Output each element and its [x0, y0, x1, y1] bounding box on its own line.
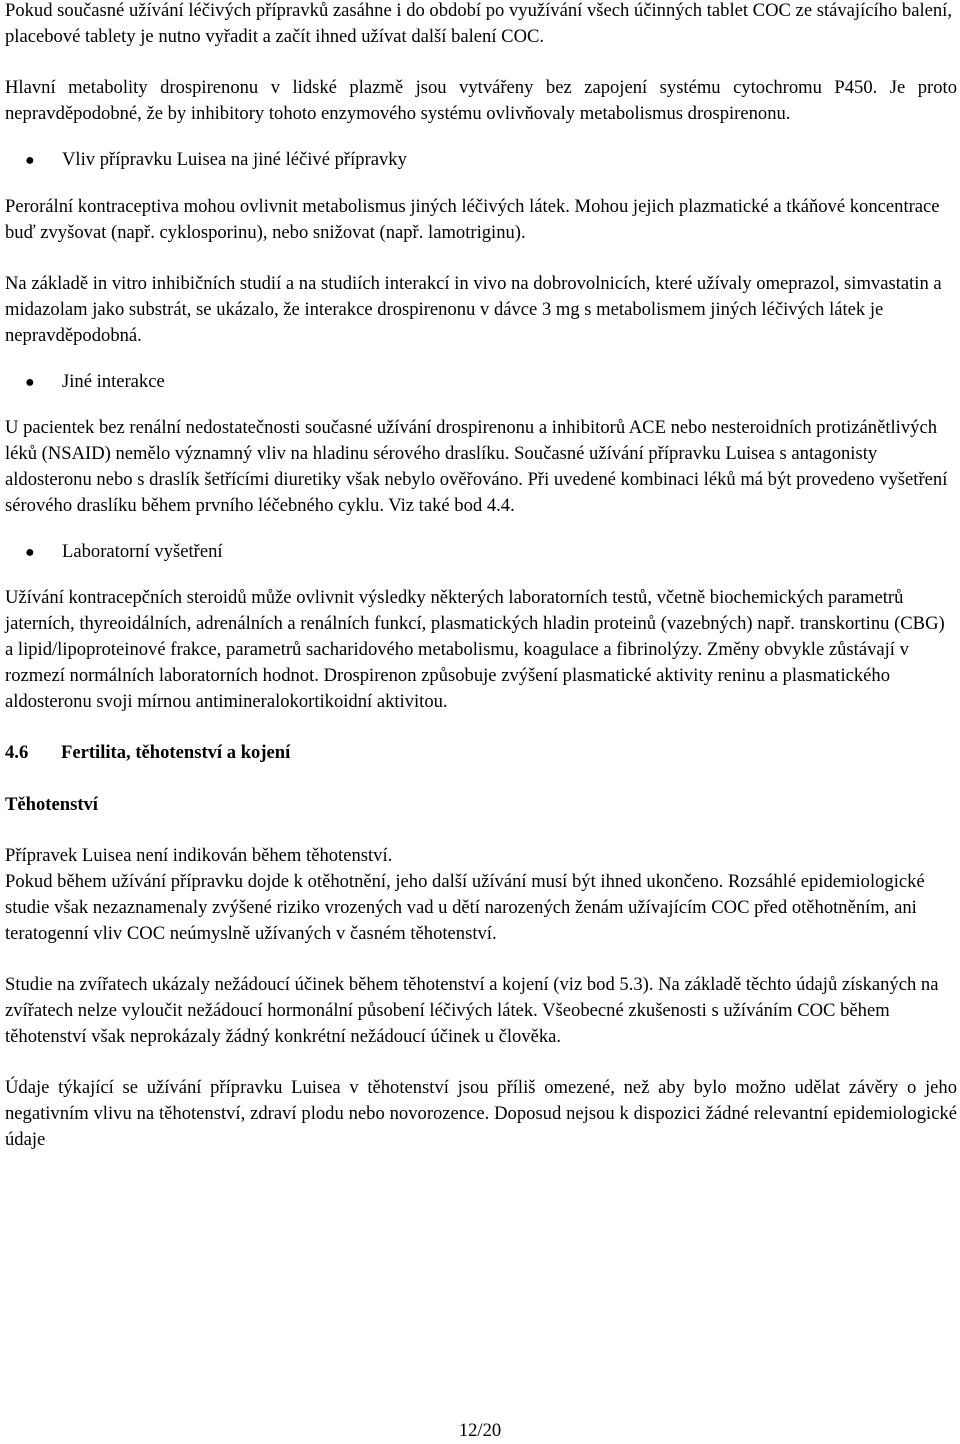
bullet-icon: ●	[25, 151, 35, 169]
paragraph-metabolites: Hlavní metabolity drospirenonu v lidské plazmě jsou vytvářeny bez zapojení systému cytochromu P450. Je proto nepravděpodobné, že by inhibitory tohoto enzymového systému ovlivňovaly metabolismus drospirenonu.	[5, 77, 957, 125]
paragraph-pregnancy-stop: Pokud během užívání přípravku dojde k otěhotnění, jeho další užívání musí být ihned ukončeno. Rozsáhlé epidemiologické studie však nezaznamenaly zvýšené riziko vrozených vad u dětí narozených ženám užívajícím COC před otěhotněním, ani teratogenní vliv COC neúmyslně užívaných v časném těhotenství.	[5, 871, 925, 944]
bullet-item-other-interactions	[5, 369, 957, 396]
paragraph-not-indicated: Přípravek Luisea není indikován během těhotenství.	[5, 845, 393, 867]
bullet-label: Laboratorní vyšetření	[62, 540, 223, 562]
bullet-label: Vliv přípravku Luisea na jiné léčivé přípravky	[62, 148, 407, 170]
bullet-icon: ●	[25, 373, 35, 391]
section-title: Fertilita, těhotenství a kojení	[61, 742, 291, 764]
subheading-pregnancy: Těhotenství	[5, 793, 98, 815]
paragraph-coc-placebo: Pokud současné užívání léčivých přípravků zasáhne i do období po využívání všech účinných tablet COC ze stávajícího balení, placebové tablety je nutno vyřadit a začít ihned užívat další balení COC.	[5, 0, 952, 47]
bullet-label: Jiné interakce	[62, 370, 165, 392]
paragraph-renal: U pacientek bez renální nedostatečnosti současné užívání drospirenonu a inhibitorů ACE nebo nesteroidních protizánětlivých léků (NSAID) nemělo významný vliv na hladinu sérového draslíku. Současné užívání přípravku Luisea s antagonisty aldosteronu nebo s draslík šetřícími diuretiky však nebylo ověřováno. Při uvedené kombinaci léků má být provedeno vyšetření sérového draslíku během prvního léčebného cyklu. Viz také bod 4.4.	[5, 417, 948, 516]
paragraph-animal-studies: Studie na zvířatech ukázaly nežádoucí účinek během těhotenství a kojení (viz bod 5.3). Na základě těchto údajů získaných na zvířatech nelze vyloučit nežádoucí hormonální působení léčivých látek. Všeobecné zkušenosti s užíváním COC během těhotenství však neprokázaly žádný konkrétní nežádoucí účinek u člověka.	[5, 974, 939, 1047]
paragraph-lab-steroids: Užívání kontracepčních steroidů může ovlivnit výsledky některých laboratorních testů, včetně biochemických parametrů jaterních, thyreoidálních, adrenálních a renálních funkcí, plasmatických hladin proteinů (vazebných) např. transkortinu (CBG) a lipid/lipoproteinové frakce, parametrů sacharidového metabolismu, koagulace a fibrinolýzy. Změny obvykle zůstávají v rozmezí normálních laboratorních hodnot. Drospirenon způsobuje zvýšení plasmatické aktivity reninu a plasmatického aldosteronu svoji mírnou antimineralokortikoidní aktivitou.	[5, 587, 945, 712]
section-number: 4.6	[5, 742, 29, 764]
page-number: 12/20	[458, 1420, 502, 1441]
bullet-item-influence	[5, 147, 957, 174]
document-page	[5, 0, 957, 1153]
section-heading	[5, 740, 957, 766]
paragraph-limited-data: Údaje týkající se užívání přípravku Luisea v těhotenství jsou příliš omezené, než aby bylo možno udělat závěry o jeho negativním vlivu na těhotenství, zdraví plodu nebo novorozence. Doposud nejsou k dispozici žádné relevantní epidemiologické údaje	[5, 1077, 957, 1151]
paragraph-oral-contraceptives: Perorální kontraceptiva mohou ovlivnit metabolismus jiných léčivých látek. Mohou jejich plazmatické a tkáňové koncentrace buď zvyšovat (např. cyklosporinu), nebo snižovat (např. lamotriginu).	[5, 195, 940, 243]
bullet-icon: ●	[25, 543, 35, 561]
bullet-item-lab-tests	[5, 539, 957, 566]
paragraph-in-vitro: Na základě in vitro inhibičních studií a na studiích interakcí in vivo na dobrovolnicích, které užívaly omeprazol, simvastatin a midazolam jako substrát, se ukázalo, že interakce drospirenonu v dávce 3 mg s metabolismem jiných léčivých látek je nepravděpodobná.	[5, 273, 942, 346]
